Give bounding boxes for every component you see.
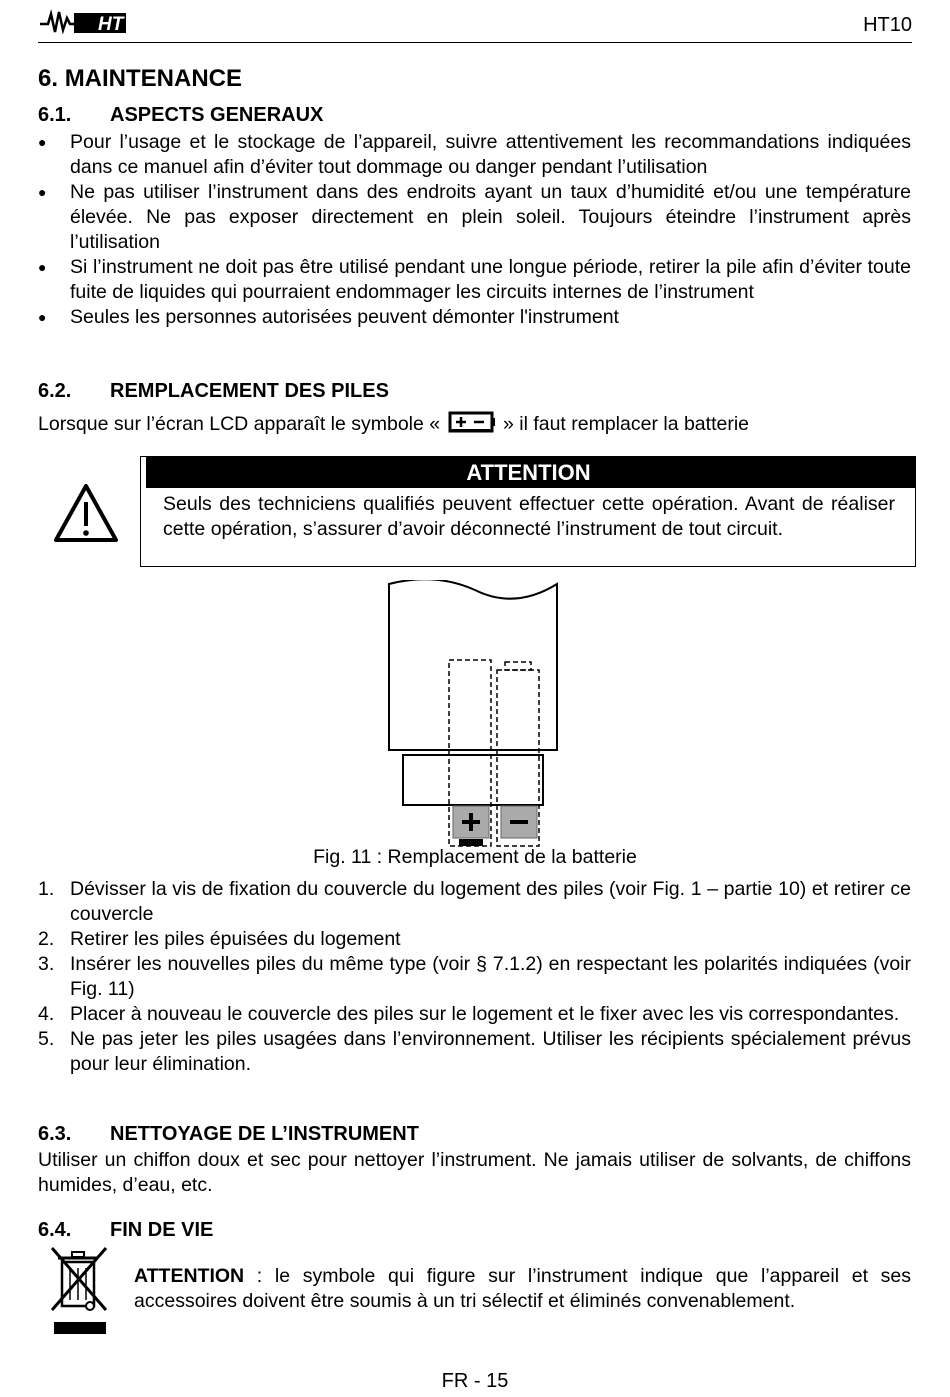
step-number: 1.	[38, 878, 55, 900]
attention-text: Seuls des techniciens qualifiés peuvent effectuer cette opération. Avant de réaliser cette opération, s’assurer d’avoir déconnecté l’instrument de tout circuit.	[163, 493, 895, 540]
intro-after: » il faut remplacer la batterie	[502, 413, 750, 435]
battery-low-icon	[448, 410, 496, 441]
subsection-number: 6.4.	[38, 1219, 72, 1241]
attention-title: ATTENTION	[466, 460, 591, 485]
list-item	[38, 1027, 911, 1077]
list-item	[38, 1002, 911, 1027]
list-item-text: Seules les personnes autorisées peuvent démonter l'instrument	[70, 306, 619, 328]
attention-header	[146, 457, 915, 488]
list-item	[38, 180, 911, 255]
step-number: 3.	[38, 953, 55, 975]
list-item	[38, 305, 911, 330]
battery-figure	[385, 580, 565, 850]
subsection-title: NETTOYAGE DE L’INSTRUMENT	[110, 1123, 419, 1145]
bullet-dot: ●	[38, 184, 47, 200]
subsection-number: 6.3.	[38, 1123, 72, 1145]
cleaning-text: Utiliser un chiffon doux et sec pour nettoyer l’instrument. Ne jamais utiliser de solvants, de chiffons humides, d’eau, etc.	[38, 1149, 911, 1196]
bullet-dot: ●	[38, 134, 47, 150]
step-number: 4.	[38, 1003, 55, 1025]
battery-intro	[38, 410, 911, 441]
bullet-dot: ●	[38, 259, 47, 275]
list-item-text: Si l’instrument ne doit pas être utilisé pendant une longue période, retirer la pile afin d’éviter toute fuite de liquides qui pourraient endommager les circuits internes de l’instrument	[70, 256, 911, 303]
step-number: 5.	[38, 1028, 55, 1050]
ht-logo-icon	[40, 8, 130, 36]
list-item	[38, 952, 911, 1002]
step-text: Dévisser la vis de fixation du couvercle du logement des piles (voir Fig. 1 – partie 10) et retirer ce couvercle	[70, 878, 911, 925]
list-item	[38, 877, 911, 927]
page-number: FR - 15	[441, 1370, 509, 1392]
subsection-title: FIN DE VIE	[110, 1219, 214, 1241]
subsection-6-2-heading	[38, 380, 389, 403]
subsection-6-1-heading	[38, 104, 323, 127]
list-item	[38, 927, 911, 952]
section-number: 6.	[38, 65, 59, 92]
step-number: 2.	[38, 928, 55, 950]
model-label: HT10	[863, 14, 912, 36]
bullet-dot: ●	[38, 309, 47, 325]
end-of-life-body: : le symbole qui figure sur l’instrument indique que l’appareil et ses accessoires doivent être soumis à un tri sélectif et éliminés convenablement.	[134, 1265, 911, 1312]
section-title-text: MAINTENANCE	[64, 65, 243, 92]
step-text: Placer à nouveau le couvercle des piles sur le logement et le fixer avec les vis correspondantes.	[70, 1003, 900, 1025]
subsection-6-3-heading	[38, 1123, 419, 1146]
section-title	[38, 65, 242, 93]
subsection-6-4-heading	[38, 1219, 213, 1242]
subsection-title: REMPLACEMENT DES PILES	[110, 380, 389, 402]
steps-list	[38, 877, 911, 1077]
warning-triangle-icon	[52, 482, 120, 544]
subsection-title: ASPECTS GENERAUX	[110, 104, 324, 126]
end-of-life-text	[134, 1264, 911, 1314]
list-item	[38, 255, 911, 305]
attention-label: ATTENTION	[134, 1265, 245, 1287]
subsection-number: 6.1.	[38, 104, 72, 126]
step-text: Ne pas jeter les piles usagées dans l’environnement. Utiliser les récipients spécialement prévus pour leur élimination.	[70, 1028, 911, 1075]
list-item-text: Ne pas utiliser l’instrument dans des endroits ayant un taux d’humidité et/ou une température élevée. Ne pas exposer directement en plein soleil. Toujours éteindre l’instrument après l’utilisation	[70, 181, 911, 253]
page-header	[38, 0, 912, 43]
list-item-text: Pour l’usage et le stockage de l’appareil, suivre attentivement les recommandations indiquées dans ce manuel afin d’éviter tout dommage ou danger pendant l’utilisation	[70, 131, 911, 178]
step-text: Insérer les nouvelles piles du même type (voir § 7.1.2) en respectant les polarités indiquées (voir Fig. 11)	[70, 953, 911, 1000]
intro-before: Lorsque sur l’écran LCD apparaît le symbole «	[38, 413, 441, 435]
brand-text: HT	[98, 14, 124, 35]
subsection-number: 6.2.	[38, 380, 72, 402]
step-text: Retirer les piles épuisées du logement	[70, 928, 401, 950]
figure-caption: Fig. 11 : Remplacement de la batterie	[313, 846, 637, 868]
bullet-list	[38, 130, 911, 330]
attention-box	[140, 456, 916, 567]
crossed-bin-icon	[48, 1244, 112, 1336]
list-item	[38, 130, 911, 180]
